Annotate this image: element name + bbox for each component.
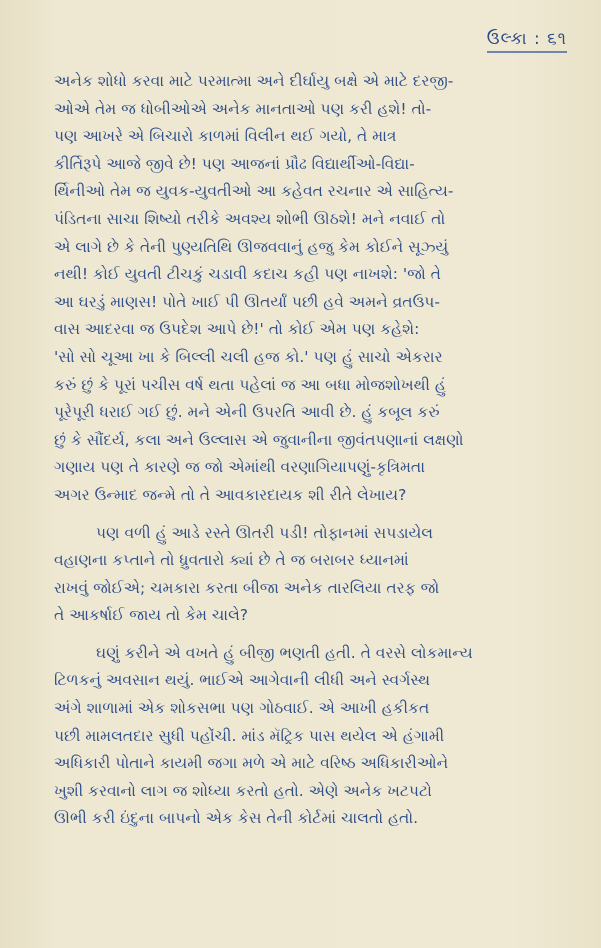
paragraph [54,520,567,630]
text-line: આ ઘરડું માણસ! પોતે ખાઈ પી ઊતર્યાં પછી હવે અમને વ્રતઉપ- [54,292,440,311]
text-line: રાખવું જોઈએ; ચમકારા કરતા બીજા અનેક તારલિયા તરફ જો [54,578,440,597]
text-line: ઊભી કરી ઇંદુના બાપનો એક કેસ તેની કોર્ટમાં ચાલતો હતો. [54,809,419,828]
text-line: પછી મામલતદાર સુધી પહોંચી. માંડ મૅટ્રિક પાસ થયેલ એ હંગામી [54,726,445,745]
text-line: ગણાય પણ તે કારણે જ જો એમાંથી વરણાગિયાપણું-કૃત્રિમતા [54,458,426,477]
text-line: 'સો સો ચૂઆ ખા કે બિલ્લી ચલી હજ કો.' પણ હું સાચો એકરાર [54,347,443,366]
text-line: ટિળકનું અવસાન થયું. ભાઈએ આગેવાની લીધી અને સ્વર્ગસ્થ [54,671,430,690]
text-line: અંગે શાળામાં એક શોકસભા પણ ગોઠવાઈ. એ આખી હકીકત [54,699,430,718]
text-line: ર્થિનીઓ તેમ જ યુવક-યુવતીઓ આ કહેવત રચનાર એ સાહિત્ય- [54,182,454,201]
text-line: ઓએ તેમ જ ધોબીઓએ અનેક માનતાઓ પણ કરી હશે! તો- [54,99,432,118]
text-line: નથી! કોઈ યુવતી ટીચકું ચડાવી કદાચ કહી પણ નાખશે: 'જો તે [54,265,441,284]
paragraph-gap [54,510,567,520]
paragraph [54,640,567,833]
page-header-title: ઉલ્કા : ૬૧ [487,29,567,53]
text-line: પંડિતના સાચા શિષ્યો તરીકે અવશ્ય શોભી ઊઠશે! મને નવાઈ તો [54,209,446,228]
text-line: કીર્તિરૂપે આજે જીવે છે! પણ આજનાં પ્રૌઢ વિદ્યાર્થીઓ-વિદ્યા- [54,154,415,173]
text-line: પણ વળી હું આડે રસ્તે ઊતરી પડી! તોફાનમાં સપડાયેલ [96,523,433,542]
text-line: કરું છું કે પૂરાં પચીસ વર્ષ થતા પહેલાં જ આ બધા મોજશોખથી હું [54,375,446,394]
text-line: છું કે સૌંદર્ય, કલા અને ઉલ્લાસ એ જુવાનીના જીવંતપણાનાં લક્ષણો [54,430,464,449]
text-line: અગર ઉન્માદ જન્મે તો તે આવકારદાયક શી રીતે લેખાય? [54,485,407,504]
text-line: પૂરેપૂરી ધરાઈ ગઈ છું. મને એની ઉપરતિ આવી છે. હું કબૂલ કરું [54,403,440,422]
paragraph-gap [54,630,567,640]
text-line: અનેક શોધો કરવા માટે પરમાત્મા અને દીર્ઘાયુ બક્ષે એ માટે દરજી- [54,72,454,90]
text-line: અધિકારી પોતાને કાયમી જગા મળે એ માટે વરિષ્ઠ અધિકારીઓને [54,754,449,773]
text-line: એ લાગે છે કે તેની પુણ્યતિથિ ઊજવવાનું હજુ કેમ કોઈને સૂઝ્યું [54,237,449,256]
text-line: તે આકર્ષાઈ જાય તો કેમ ચાલે? [54,606,249,625]
paragraph [54,68,567,510]
text-line: ઘણું કરીને એ વખતે હું બીજી ભણતી હતી. તે વરસે લોકમાન્ય [96,643,473,662]
running-header [54,28,567,54]
text-line: વહાણના કપ્તાને તો ધ્રુવતારો ક્યાં છે તે જ બરાબર ધ્યાનમાં [54,551,409,570]
text-line: પણ આખરે એ બિચારો કાળમાં વિલીન થઈ ગયો, તે માત્ર [54,127,397,146]
body-text [54,68,567,833]
text-line: ખુશી કરવાનો લાગ જ શોધ્યા કરતો હતો. એણે અનેક ખટપટો [54,781,432,800]
text-line: વાસ આદરવા જ ઉપદેશ આપે છે!' તો કોઈ એમ પણ કહેશે: [54,320,420,339]
